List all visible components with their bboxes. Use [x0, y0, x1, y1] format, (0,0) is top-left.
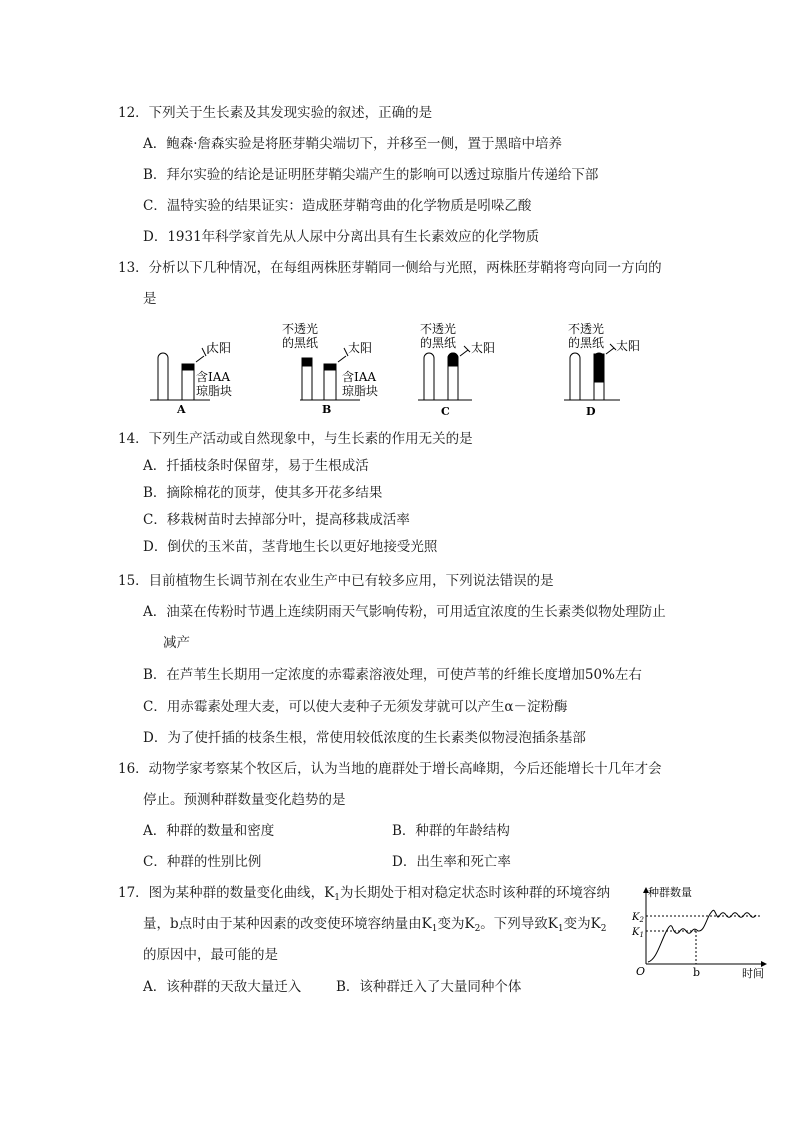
paper-label-d-1: 不透光 [568, 322, 605, 336]
graph-ylabel: 种群数量 [648, 886, 692, 899]
q15-option-a-line2: 减产 [163, 635, 190, 651]
q13-stem-line1: 13．分析以下几种情况，在每组两株胚芽鞘同一侧给与光照，两株胚芽鞘将弯向同一方向的 [118, 260, 662, 276]
graph-k1-label: $K_1$ [632, 927, 644, 939]
q12-option-b: B．拜尔实验的结论是证明胚芽鞘尖端产生的影响可以透过琼脂片传递给下部 [143, 167, 599, 183]
q17-stem-line3: 的原因中，最可能的是 [143, 947, 278, 963]
q13-figure [150, 318, 670, 418]
panel-label-b: B [322, 403, 332, 416]
paper-label-d-2: 的黑纸 [568, 336, 605, 350]
q15-option-b: B．在芦苇生长期用一定浓度的赤霉素溶液处理，可使芦苇的纤维长度增加50%左右 [143, 667, 642, 683]
panel-b [282, 321, 378, 416]
q15-option-c: C．用赤霉素处理大麦，可以使大麦种子无须发芽就可以产生α－淀粉酶 [143, 699, 568, 715]
q17-population-graph [626, 884, 770, 980]
paper-label-c-2: 的黑纸 [420, 336, 457, 350]
iaa-label-a-2: 琼脂块 [196, 384, 233, 398]
iaa-label-b-1: 含IAA [342, 370, 377, 384]
panel-label-c: C [441, 405, 450, 418]
q13-stem-line2: 是 [143, 291, 157, 307]
panel-label-a: A [177, 403, 186, 416]
q16-option-a: A．种群的数量和密度 [143, 823, 275, 839]
q16-stem-line2: 停止。预测种群数量变化趋势的是 [143, 792, 346, 808]
paper-label-b-2: 的黑纸 [282, 336, 319, 350]
sun-ray [196, 356, 204, 362]
q15-stem: 15．目前植物生长调节剂在农业生产中已有较多应用，下列说法错误的是 [118, 573, 554, 589]
q15-option-d: D．为了使扦插的枝条生根，常使用较低浓度的生长素类似物浸泡插条基部 [143, 730, 586, 746]
sun-label-a: 太阳 [207, 341, 232, 355]
q16-option-b: B．种群的年龄结构 [392, 823, 510, 839]
q15-option-a-line1: A．油菜在传粉时节遇上连续阴雨天气影响传粉，可用适宜浓度的生长素类似物处理防止 [143, 604, 666, 620]
panel-a [150, 340, 232, 416]
q17-option-a: A．该种群的天敌大量迁入 [143, 979, 302, 995]
q12-option-c: C．温特实验的结果证实：造成胚芽鞘弯曲的化学物质是吲哚乙酸 [143, 198, 532, 214]
q17-stem-line1: 17．图为某种群的数量变化曲线，$K_1$为长期处于相对稳定状态时该种群的环境容纳 [118, 885, 610, 903]
q14-option-d: D．倒伏的玉米苗，茎背地生长以更好地接受光照 [143, 539, 438, 555]
q14-stem: 14．下列生产活动或自然现象中，与生长素的作用无关的是 [118, 431, 473, 447]
q16-stem-line1: 16．动物学家考察某个牧区后，认为当地的鹿群处于增长高峰期，今后还能增长十几年才会 [118, 761, 662, 777]
population-curve [648, 910, 756, 962]
paper-label-c-1: 不透光 [420, 322, 457, 336]
panel-d [564, 321, 640, 418]
q12-option-a: A．鲍森·詹森实验是将胚芽鞘尖端切下，并移至一侧，置于黑暗中培养 [143, 136, 563, 152]
q14-option-c: C．移栽树苗时去掉部分叶，提高移栽成活率 [143, 512, 410, 528]
sun-label-d: 太阳 [616, 339, 641, 353]
sun-label-b: 太阳 [348, 341, 373, 355]
q17-stem-line2: 量，b点时由于某种因素的改变使环境容纳量由$K_1$变为$K_2$。下列导致$K_1$变为$K_2$ [143, 916, 607, 934]
q17-option-b: B．该种群迁入了大量同种个体 [336, 979, 522, 995]
iaa-label-b-2: 琼脂块 [342, 384, 379, 398]
q12-option-d: D．1931年科学家首先从人尿中分离出具有生长素效应的化学物质 [143, 229, 540, 245]
panel-c [418, 321, 495, 418]
graph-b-label: b [693, 966, 701, 979]
q16-option-d: D．出生率和死亡率 [392, 854, 511, 870]
paper-label-b-1: 不透光 [282, 322, 319, 336]
q16-option-c: C．种群的性别比例 [143, 854, 262, 870]
graph-xlabel: 时间 [742, 967, 764, 980]
q14-option-a: A．扦插枝条时保留芽，易于生根成活 [143, 458, 369, 474]
q14-option-b: B．摘除棉花的顶芽，使其多开花多结果 [143, 485, 383, 501]
graph-origin: O [636, 965, 646, 978]
iaa-label-a-1: 含IAA [196, 370, 231, 384]
panel-label-d: D [586, 405, 596, 418]
sun-label-c: 太阳 [471, 341, 496, 355]
q12-stem: 12．下列关于生长素及其发现实验的叙述，正确的是 [118, 105, 433, 121]
graph-k2-label: $K_2$ [632, 912, 644, 924]
